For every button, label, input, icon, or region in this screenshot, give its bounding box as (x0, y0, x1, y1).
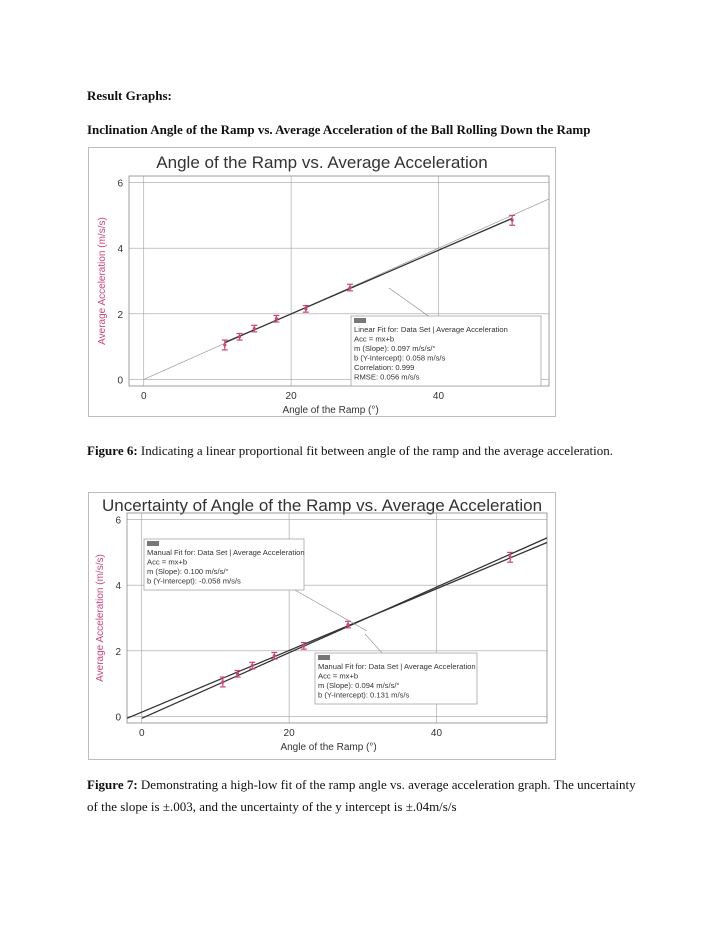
chart-figure-7 (88, 492, 556, 760)
y-axis-label: Average Acceleration (m/s/s) (97, 217, 108, 345)
point-marker (236, 672, 239, 675)
annotation-line: b (Y-Intercept): -0.058 m/s/s (147, 576, 241, 586)
point-marker (253, 327, 256, 330)
x-tick-label: 20 (283, 728, 295, 739)
point-marker (223, 343, 226, 346)
point-marker (251, 664, 254, 667)
annotation-handle-icon (318, 655, 330, 660)
fit-annotation-box (144, 539, 305, 590)
annotation-line: m (Slope): 0.094 m/s/s/° (318, 681, 400, 690)
point-marker (304, 307, 307, 310)
x-tick-label: 20 (285, 391, 297, 402)
annotation-line: b (Y-Intercept): 0.131 m/s/s (318, 690, 410, 700)
y-tick-label: 4 (117, 244, 123, 256)
annotation-line: Acc = mx+b (147, 557, 188, 567)
x-axis-label: Angle of the Ramp (°) (282, 405, 379, 416)
point-marker (238, 335, 241, 338)
annotation-line: b (Y-Intercept): 0.058 m/s/s (354, 353, 446, 363)
x-axis-label: Angle of the Ramp (°) (280, 742, 377, 753)
point-marker (509, 556, 512, 559)
x-tick-label: 40 (432, 391, 445, 402)
y-tick-label: 0 (115, 712, 121, 724)
annotation-line: Linear Fit for: Data Set | Average Acceleration (354, 325, 508, 334)
annotation-line: m (Slope): 0.100 m/s/s/° (147, 567, 229, 576)
data-point (509, 215, 515, 225)
point-marker (511, 219, 514, 222)
y-tick-label: 2 (117, 309, 123, 321)
annotation-leader (389, 288, 434, 320)
chart-figure-7-svg (89, 493, 555, 759)
figure-6-text: Indicating a linear proportional fit between angle of the ramp and the average acceleration. (137, 443, 614, 458)
x-tick-label: 0 (138, 728, 145, 739)
annotation-handle-icon (147, 541, 159, 546)
y-tick-label: 0 (117, 375, 123, 387)
point-marker (302, 644, 305, 647)
point-marker (275, 317, 278, 320)
chart-figure-6-svg (89, 148, 555, 416)
figure-7-caption (87, 774, 647, 818)
y-axis-label: Average Acceleration (m/s/s) (95, 554, 106, 682)
annotation-line: RMSE: 0.056 m/s/s (354, 372, 420, 382)
y-tick-label: 6 (115, 515, 121, 527)
annotation-line: Manual Fit for: Data Set | Average Acceleration (147, 548, 305, 557)
x-tick-label: 0 (140, 391, 147, 402)
section-heading: Result Graphs: (87, 88, 172, 103)
chart-title: Angle of the Ramp vs. Average Acceleration (156, 153, 488, 172)
point-marker (273, 654, 276, 657)
figure-6-label: Figure 6: (87, 443, 138, 458)
annotation-line: m (Slope): 0.097 m/s/s/° (354, 344, 436, 353)
annotation-line: Acc = mx+b (354, 334, 395, 344)
annotation-line: Acc = mx+b (318, 671, 359, 681)
y-tick-label: 2 (115, 646, 121, 658)
figure-7-text: Demonstrating a high-low fit of the ramp angle vs. average acceleration graph. The uncertainty of the slope is ±.003, and the uncertainty of the y intercept is ±.04m/s/s (87, 777, 636, 814)
figure-6-caption (87, 440, 647, 462)
chart-title: Uncertainty of Angle of the Ramp vs. Average Acceleration (101, 496, 543, 515)
fit-annotation-box (351, 316, 541, 386)
y-tick-label: 6 (117, 178, 123, 190)
annotation-leader (365, 634, 384, 655)
point-marker (221, 680, 224, 683)
x-tick-label: 40 (430, 728, 443, 739)
chart-figure-6 (88, 147, 556, 417)
point-marker (346, 623, 349, 626)
results-subtitle: Inclination Angle of the Ramp vs. Average Acceleration of the Ball Rolling Down the Ramp (87, 122, 591, 137)
fit-annotation-box (315, 653, 477, 704)
point-marker (348, 286, 351, 289)
annotation-line: Manual Fit for: Data Set | Average Acceleration (318, 662, 476, 671)
annotation-handle-icon (354, 318, 366, 323)
y-tick-label: 4 (115, 581, 121, 593)
figure-7-label: Figure 7: (87, 777, 138, 792)
annotation-line: Correlation: 0.999 (354, 363, 415, 372)
